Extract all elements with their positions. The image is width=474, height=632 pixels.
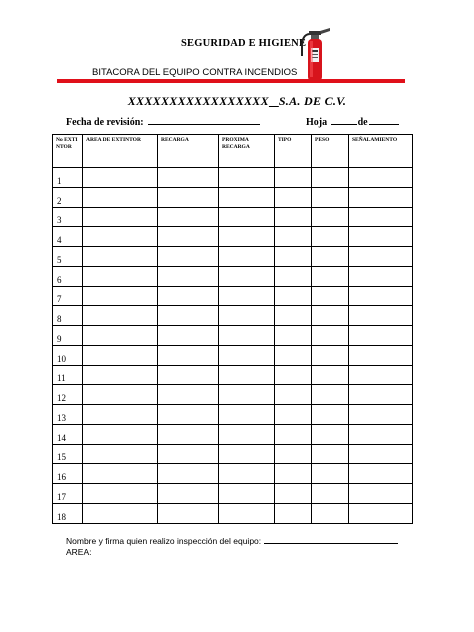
table-cell[interactable] bbox=[275, 464, 312, 484]
row-number: 18 bbox=[53, 504, 83, 524]
table-cell[interactable] bbox=[312, 187, 349, 207]
table-cell[interactable] bbox=[83, 187, 158, 207]
table-cell[interactable] bbox=[219, 365, 275, 385]
table-row bbox=[53, 266, 413, 286]
table-cell[interactable] bbox=[349, 484, 413, 504]
table-cell[interactable] bbox=[219, 306, 275, 326]
column-header: AREA DE EXTINTOR bbox=[83, 135, 158, 168]
table-cell[interactable] bbox=[312, 286, 349, 306]
table-cell[interactable] bbox=[219, 424, 275, 444]
table-cell[interactable] bbox=[275, 306, 312, 326]
company-name-part2: S.A. DE C.V. bbox=[278, 94, 347, 108]
table-cell[interactable] bbox=[219, 286, 275, 306]
table-row bbox=[53, 326, 413, 346]
sheet-number-field bbox=[306, 115, 399, 128]
table-cell[interactable] bbox=[275, 405, 312, 425]
table-cell[interactable] bbox=[219, 168, 275, 188]
extinguisher-log-table bbox=[52, 134, 413, 524]
review-date-field bbox=[66, 115, 260, 128]
header-divider bbox=[57, 79, 405, 83]
row-number: 11 bbox=[53, 365, 83, 385]
table-cell[interactable] bbox=[349, 207, 413, 227]
table-row bbox=[53, 207, 413, 227]
row-number: 5 bbox=[53, 247, 83, 267]
review-date-blank[interactable] bbox=[148, 115, 260, 125]
table-cell[interactable] bbox=[349, 464, 413, 484]
table-cell[interactable] bbox=[275, 286, 312, 306]
column-header: TIPO bbox=[275, 135, 312, 168]
row-number: 4 bbox=[53, 227, 83, 247]
table-cell[interactable] bbox=[349, 286, 413, 306]
table-cell[interactable] bbox=[158, 424, 219, 444]
table-row bbox=[53, 464, 413, 484]
table-cell[interactable] bbox=[349, 504, 413, 524]
table-cell[interactable] bbox=[219, 504, 275, 524]
table-cell[interactable] bbox=[83, 247, 158, 267]
table-cell[interactable] bbox=[349, 444, 413, 464]
table-cell[interactable] bbox=[312, 247, 349, 267]
table-cell[interactable] bbox=[158, 326, 219, 346]
table-cell[interactable] bbox=[312, 345, 349, 365]
table-cell[interactable] bbox=[349, 187, 413, 207]
table-cell[interactable] bbox=[275, 484, 312, 504]
header-title: SEGURIDAD E HIGIENE bbox=[181, 38, 307, 49]
table-cell[interactable] bbox=[312, 326, 349, 346]
table-cell[interactable] bbox=[219, 266, 275, 286]
table-cell[interactable] bbox=[275, 207, 312, 227]
table-cell[interactable] bbox=[219, 187, 275, 207]
row-number: 10 bbox=[53, 345, 83, 365]
table-cell[interactable] bbox=[158, 464, 219, 484]
table-cell[interactable] bbox=[219, 405, 275, 425]
row-number: 17 bbox=[53, 484, 83, 504]
sheet-label: Hoja bbox=[306, 117, 328, 128]
row-number: 9 bbox=[53, 326, 83, 346]
table-cell[interactable] bbox=[312, 168, 349, 188]
table-cell[interactable] bbox=[158, 286, 219, 306]
table-cell[interactable] bbox=[83, 464, 158, 484]
table-cell[interactable] bbox=[312, 385, 349, 405]
table-cell[interactable] bbox=[275, 345, 312, 365]
table-cell[interactable] bbox=[312, 444, 349, 464]
table-cell[interactable] bbox=[349, 227, 413, 247]
company-name-part1: XXXXXXXXXXXXXXXXX bbox=[127, 94, 269, 108]
table-cell[interactable] bbox=[158, 187, 219, 207]
table-cell[interactable] bbox=[158, 484, 219, 504]
table-cell[interactable] bbox=[312, 266, 349, 286]
table-cell[interactable] bbox=[275, 504, 312, 524]
signature-label: Nombre y firma quien realizo inspección del equipo: bbox=[66, 536, 262, 546]
column-header: PROXIMA RECARGA bbox=[219, 135, 275, 168]
table-cell[interactable] bbox=[158, 266, 219, 286]
table-cell[interactable] bbox=[158, 207, 219, 227]
row-number: 3 bbox=[53, 207, 83, 227]
table-cell[interactable] bbox=[83, 504, 158, 524]
table-cell[interactable] bbox=[83, 266, 158, 286]
table-cell[interactable] bbox=[312, 464, 349, 484]
row-number: 8 bbox=[53, 306, 83, 326]
table-cell[interactable] bbox=[312, 484, 349, 504]
table-cell[interactable] bbox=[219, 385, 275, 405]
sheet-number-blank[interactable] bbox=[331, 115, 357, 125]
table-cell[interactable] bbox=[275, 266, 312, 286]
fire-extinguisher-icon bbox=[296, 26, 336, 82]
row-number: 13 bbox=[53, 405, 83, 425]
column-header: PESO bbox=[312, 135, 349, 168]
table-cell[interactable] bbox=[219, 227, 275, 247]
table-cell[interactable] bbox=[83, 385, 158, 405]
table-row bbox=[53, 345, 413, 365]
table-row bbox=[53, 306, 413, 326]
table-cell[interactable] bbox=[275, 444, 312, 464]
table-cell[interactable] bbox=[275, 385, 312, 405]
table-cell[interactable] bbox=[349, 247, 413, 267]
table-row bbox=[53, 484, 413, 504]
table-cell[interactable] bbox=[83, 326, 158, 346]
table-cell[interactable] bbox=[83, 444, 158, 464]
table-cell[interactable] bbox=[349, 405, 413, 425]
table-header-row bbox=[53, 135, 413, 168]
row-number: 16 bbox=[53, 464, 83, 484]
table-cell[interactable] bbox=[312, 405, 349, 425]
table-cell[interactable] bbox=[275, 326, 312, 346]
table-row bbox=[53, 365, 413, 385]
table-cell[interactable] bbox=[83, 227, 158, 247]
header-subtitle: BITACORA DEL EQUIPO CONTRA INCENDIOS bbox=[92, 67, 298, 78]
table-cell[interactable] bbox=[219, 444, 275, 464]
table-row bbox=[53, 385, 413, 405]
row-number: 1 bbox=[53, 168, 83, 188]
table-cell[interactable] bbox=[158, 504, 219, 524]
table-row bbox=[53, 247, 413, 267]
table-cell[interactable] bbox=[158, 444, 219, 464]
table-cell[interactable] bbox=[219, 247, 275, 267]
table-cell[interactable] bbox=[83, 306, 158, 326]
table-cell[interactable] bbox=[158, 227, 219, 247]
area-label: AREA: bbox=[66, 547, 92, 557]
table-cell[interactable] bbox=[83, 168, 158, 188]
table-cell[interactable] bbox=[158, 405, 219, 425]
table-body bbox=[53, 168, 413, 524]
table-cell[interactable] bbox=[275, 227, 312, 247]
table-cell[interactable] bbox=[349, 365, 413, 385]
table-cell[interactable] bbox=[158, 345, 219, 365]
table-cell[interactable] bbox=[312, 365, 349, 385]
table-row bbox=[53, 227, 413, 247]
table-cell[interactable] bbox=[158, 247, 219, 267]
signature-field bbox=[66, 535, 398, 546]
table-cell[interactable] bbox=[158, 365, 219, 385]
row-number: 2 bbox=[53, 187, 83, 207]
table-cell[interactable] bbox=[349, 345, 413, 365]
table-cell[interactable] bbox=[349, 326, 413, 346]
table-cell[interactable] bbox=[219, 345, 275, 365]
table-cell[interactable] bbox=[349, 168, 413, 188]
row-number: 14 bbox=[53, 424, 83, 444]
column-header: SEÑALAMIENTO bbox=[349, 135, 413, 168]
review-date-label: Fecha de revisión: bbox=[66, 117, 144, 128]
table-row bbox=[53, 187, 413, 207]
table-cell[interactable] bbox=[312, 207, 349, 227]
table-cell[interactable] bbox=[219, 326, 275, 346]
table-cell[interactable] bbox=[275, 187, 312, 207]
table-cell[interactable] bbox=[158, 385, 219, 405]
sheet-of-label: de bbox=[357, 117, 368, 128]
table-cell[interactable] bbox=[275, 365, 312, 385]
table-cell[interactable] bbox=[158, 168, 219, 188]
table-cell[interactable] bbox=[83, 424, 158, 444]
table-row bbox=[53, 405, 413, 425]
table-row bbox=[53, 168, 413, 188]
table-cell[interactable] bbox=[219, 464, 275, 484]
table-row bbox=[53, 444, 413, 464]
table-cell[interactable] bbox=[349, 306, 413, 326]
company-name bbox=[0, 94, 474, 109]
table-cell[interactable] bbox=[158, 306, 219, 326]
table-cell[interactable] bbox=[312, 504, 349, 524]
column-header: No EXTI NTOR bbox=[53, 135, 83, 168]
table-cell[interactable] bbox=[275, 247, 312, 267]
row-number: 7 bbox=[53, 286, 83, 306]
table-cell[interactable] bbox=[219, 207, 275, 227]
sheet-total-blank[interactable] bbox=[369, 115, 399, 125]
table-cell[interactable] bbox=[83, 286, 158, 306]
table-cell[interactable] bbox=[312, 227, 349, 247]
table-cell[interactable] bbox=[275, 424, 312, 444]
table-cell[interactable] bbox=[312, 424, 349, 444]
table-cell[interactable] bbox=[83, 405, 158, 425]
table-cell[interactable] bbox=[219, 484, 275, 504]
table-cell[interactable] bbox=[83, 345, 158, 365]
table-row bbox=[53, 504, 413, 524]
signature-blank[interactable] bbox=[264, 535, 398, 544]
table-cell[interactable] bbox=[349, 385, 413, 405]
table-cell[interactable] bbox=[349, 424, 413, 444]
table-cell[interactable] bbox=[312, 306, 349, 326]
row-number: 12 bbox=[53, 385, 83, 405]
table-cell[interactable] bbox=[349, 266, 413, 286]
table-cell[interactable] bbox=[275, 168, 312, 188]
table-row bbox=[53, 286, 413, 306]
table-cell[interactable] bbox=[83, 207, 158, 227]
table-row bbox=[53, 424, 413, 444]
table-cell[interactable] bbox=[83, 365, 158, 385]
column-header: RECARGA bbox=[158, 135, 219, 168]
row-number: 15 bbox=[53, 444, 83, 464]
row-number: 6 bbox=[53, 266, 83, 286]
table-cell[interactable] bbox=[83, 484, 158, 504]
